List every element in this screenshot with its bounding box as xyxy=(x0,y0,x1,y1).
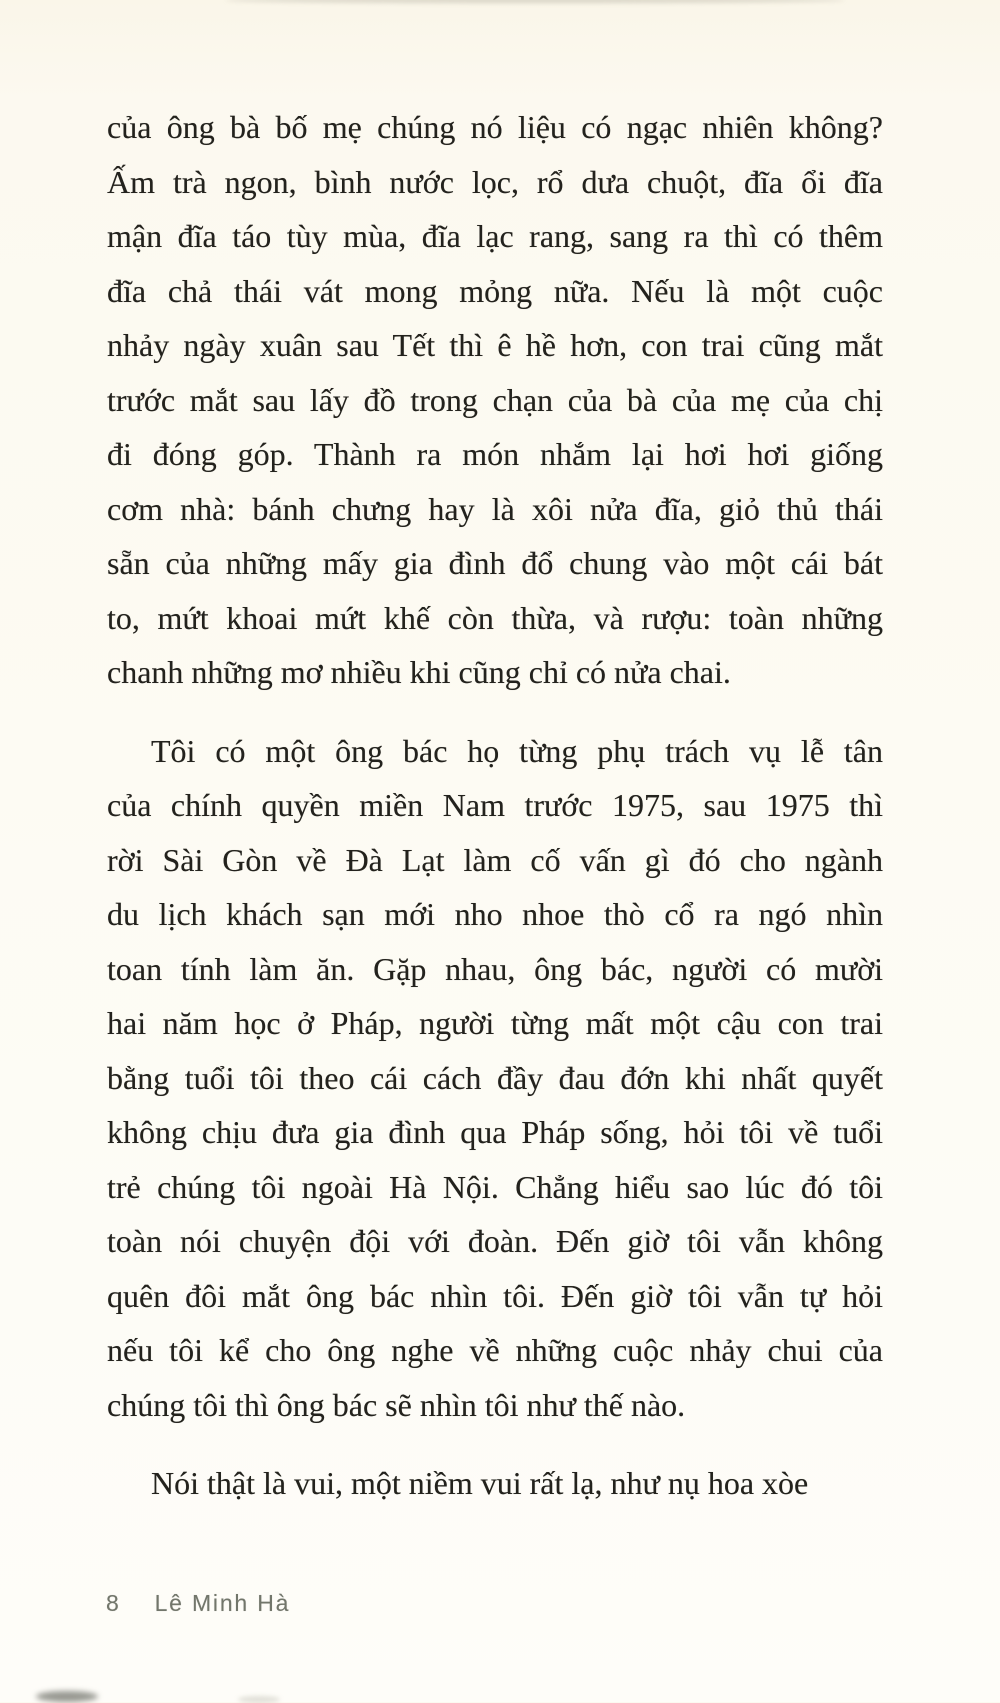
paragraph xyxy=(107,100,883,700)
paragraph xyxy=(107,1456,883,1511)
text-line: đĩa chả thái vát mong mỏng nữa. Nếu là một cuộc xyxy=(107,272,883,309)
paragraph xyxy=(107,724,883,1433)
text-line: to, mứt khoai mứt khế còn thừa, và rượu: toàn những xyxy=(107,599,883,636)
text-line: của ông bà bố mẹ chúng nó liệu có ngạc nhiên không? xyxy=(107,109,883,145)
text-line: sẵn của những mấy gia đình đổ chung vào một cái bát xyxy=(107,545,883,581)
scan-artifact-bottom-left xyxy=(36,1691,98,1702)
text-line: cơm nhà: bánh chưng hay là xôi nửa đĩa, giỏ thủ thái xyxy=(107,490,883,527)
body-text xyxy=(107,100,883,1511)
text-line: Nói thật là vui, một niềm vui rất lạ, như nụ hoa xòe xyxy=(151,1465,809,1501)
text-line: nhảy ngày xuân sau Tết thì ê hề hơn, con trai cũng mắt xyxy=(107,327,883,363)
text-line: bằng tuổi tôi theo cái cách đầy đau đớn khi nhất quyết xyxy=(107,1059,883,1096)
text-line: chanh những mơ nhiều khi cũng chỉ có nửa chai. xyxy=(107,654,731,690)
page-footer xyxy=(106,1590,290,1617)
text-line: trẻ chúng tôi ngoài Hà Nội. Chẳng hiểu sao lúc đó tôi xyxy=(107,1168,883,1205)
scan-artifact-top-edge xyxy=(225,0,845,3)
text-line: mận đĩa táo tùy mùa, đĩa lạc rang, sang ra thì có thêm xyxy=(107,218,883,254)
text-line: chúng tôi thì ông bác sẽ nhìn tôi như thế nào. xyxy=(107,1386,686,1423)
text-line: rời Sài Gòn về Đà Lạt làm cố vấn gì đó cho ngành xyxy=(107,841,883,878)
page-number: 8 xyxy=(106,1590,121,1616)
footer-author: Lê Minh Hà xyxy=(154,1590,291,1616)
text-line: Ấm trà ngon, bình nước lọc, rổ dưa chuột, đĩa ổi đĩa xyxy=(107,163,883,200)
text-line: du lịch khách sạn mới nho nhoe thò cổ ra ngó nhìn xyxy=(107,896,883,932)
text-line: không chịu đưa gia đình qua Pháp sống, hỏi tôi về tuổi xyxy=(107,1114,883,1150)
text-line: Tôi có một ông bác họ từng phụ trách vụ lễ tân xyxy=(151,732,883,769)
text-line: quên đôi mắt ông bác nhìn tôi. Đến giờ tôi vẫn tự hỏi xyxy=(107,1277,883,1314)
text-line: toàn nói chuyện đội với đoàn. Đến giờ tôi vẫn không xyxy=(107,1223,883,1259)
text-line: nếu tôi kể cho ông nghe về những cuộc nhảy chui của xyxy=(107,1332,883,1368)
text-line: toan tính làm ăn. Gặp nhau, ông bác, người có mười xyxy=(107,950,883,987)
text-line: của chính quyền miền Nam trước 1975, sau 1975 thì xyxy=(107,787,883,823)
text-line: trước mắt sau lấy đồ trong chạn của bà của mẹ của chị xyxy=(107,381,883,418)
text-line: hai năm học ở Pháp, người từng mất một cậu con trai xyxy=(107,1005,883,1041)
text-line: đi đóng góp. Thành ra món nhắm lại hơi hơi giống xyxy=(107,436,883,472)
